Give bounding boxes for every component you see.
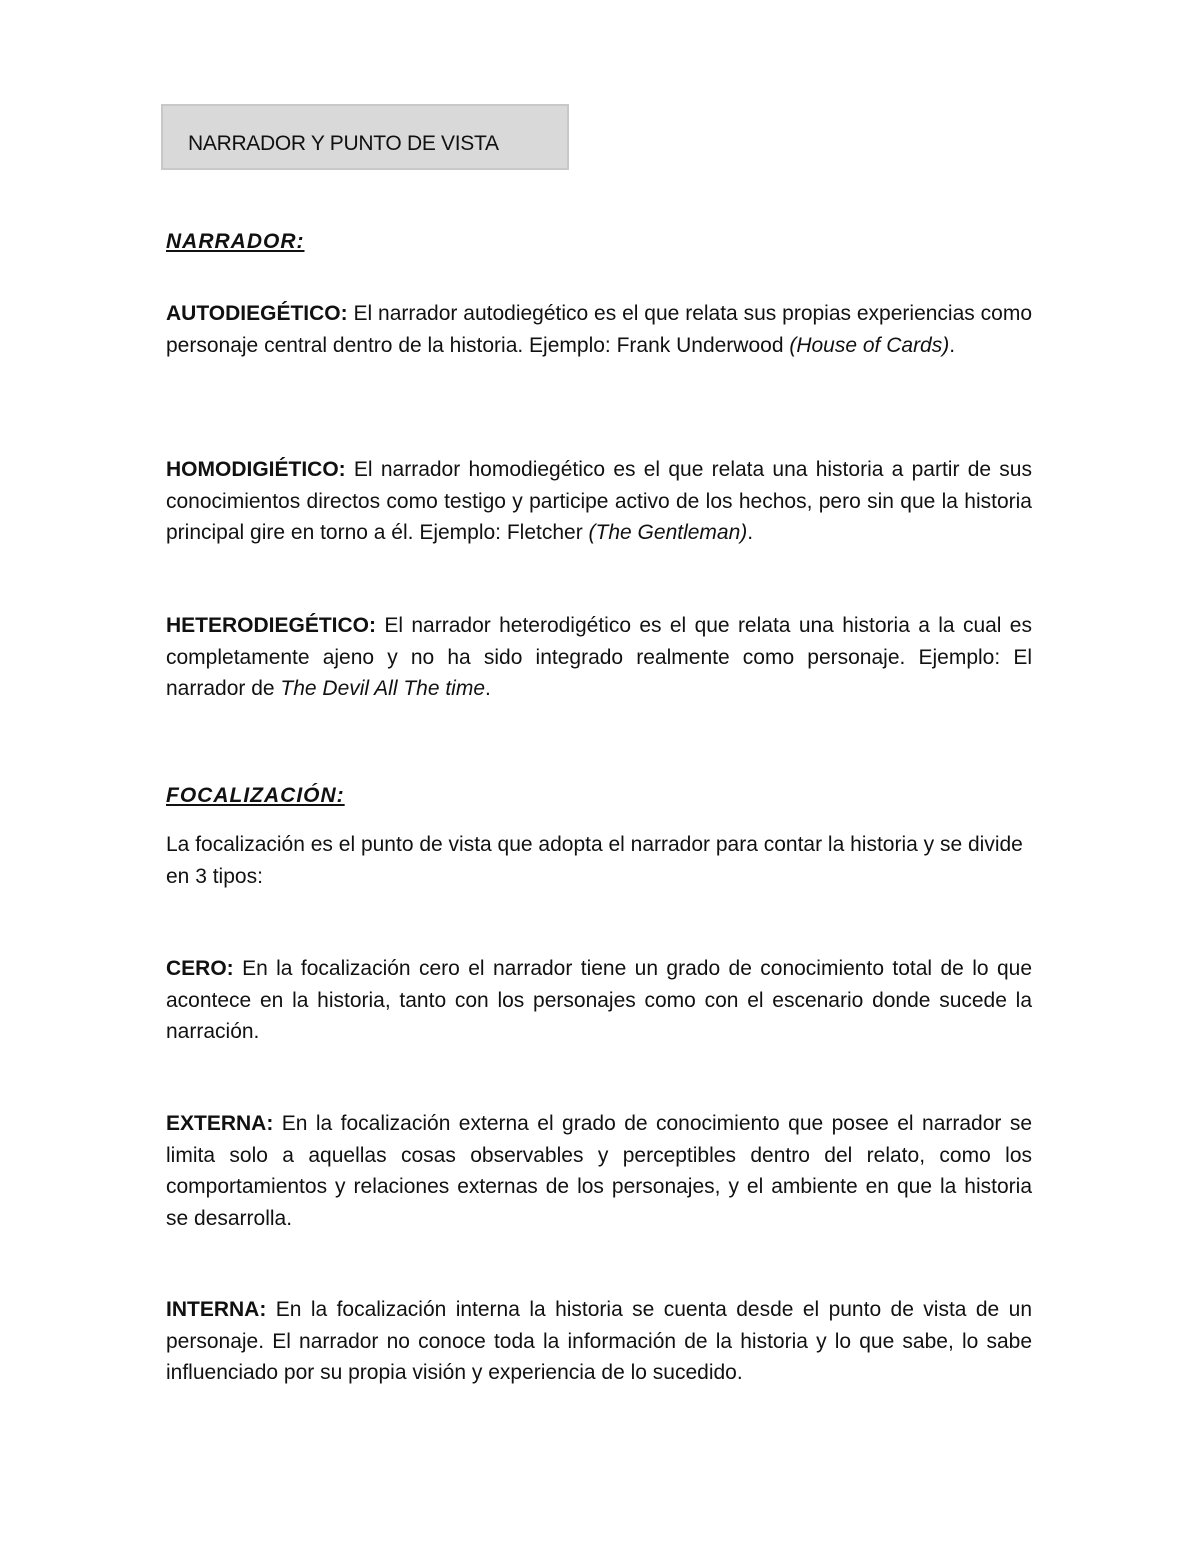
homodiegetico-text: El narrador homodiegético es el que relata una historia a partir de sus conocimientos directos como testigo y participe activo de los hechos, pero sin que la historia principal gire en torno a él. Ejemplo: Fletcher <box>166 458 1032 544</box>
narrador-heading: NARRADOR: <box>166 230 305 253</box>
homodiegetico-example: (The Gentleman) <box>588 521 748 544</box>
cero-paragraph <box>166 953 1032 1048</box>
autodiegetico-paragraph <box>166 298 1032 361</box>
autodiegetico-text: El narrador autodiegético es el que relata sus propias experiencias como personaje central dentro de la historia. Ejemplo: Frank Underwood <box>166 302 1032 357</box>
interna-term: INTERNA: <box>166 1298 267 1321</box>
focalizacion-heading: FOCALIZACIÓN: <box>166 784 345 807</box>
homodiegetico-tail: . <box>747 521 754 544</box>
autodiegetico-term: AUTODIEGÉTICO: <box>166 302 348 325</box>
heterodiegetico-text: El narrador heterodigético es el que relata una historia a la cual es completamente ajeno y no ha sido integrado realmente como personaje. Ejemplo: El narrador de <box>166 614 1032 700</box>
cero-text: En la focalización cero el narrador tiene un grado de conocimiento total de lo que acontece en la historia, tanto con los personajes como con el escenario donde sucede la narración. <box>166 957 1032 1043</box>
externa-paragraph <box>166 1108 1032 1234</box>
interna-paragraph <box>166 1294 1032 1389</box>
externa-text: En la focalización externa el grado de conocimiento que posee el narrador se limita solo a aquellas cosas observables y perceptibles dentro del relato, como los comportamientos y relaciones externas de los personajes, y el ambiente en que la historia se desarrolla. <box>166 1112 1032 1230</box>
autodiegetico-tail: . <box>949 333 956 357</box>
heterodiegetico-example: The Devil All The time <box>280 677 486 700</box>
title-box <box>161 104 569 170</box>
heterodiegetico-term: HETERODIEGÉTICO: <box>166 614 377 637</box>
focalizacion-intro: La focalización es el punto de vista que adopta el narrador para contar la historia y se divide en 3 tipos: <box>166 833 1023 888</box>
homodiegetico-paragraph <box>166 454 1032 549</box>
homodiegetico-term: HOMODIGIÉTICO: <box>166 458 346 481</box>
cero-term: CERO: <box>166 957 234 980</box>
heterodiegetico-paragraph <box>166 610 1032 705</box>
heterodiegetico-tail: . <box>485 677 491 700</box>
document-title: NARRADOR Y PUNTO DE VISTA <box>188 132 499 155</box>
externa-term: EXTERNA: <box>166 1112 274 1135</box>
interna-text: En la focalización interna la historia se cuenta desde el punto de vista de un personaje. El narrador no conoce toda la información de la historia y lo que sabe, lo sabe influenciado por su propia visión y experiencia de lo sucedido. <box>166 1298 1032 1384</box>
autodiegetico-example: (House of Cards) <box>789 333 950 357</box>
